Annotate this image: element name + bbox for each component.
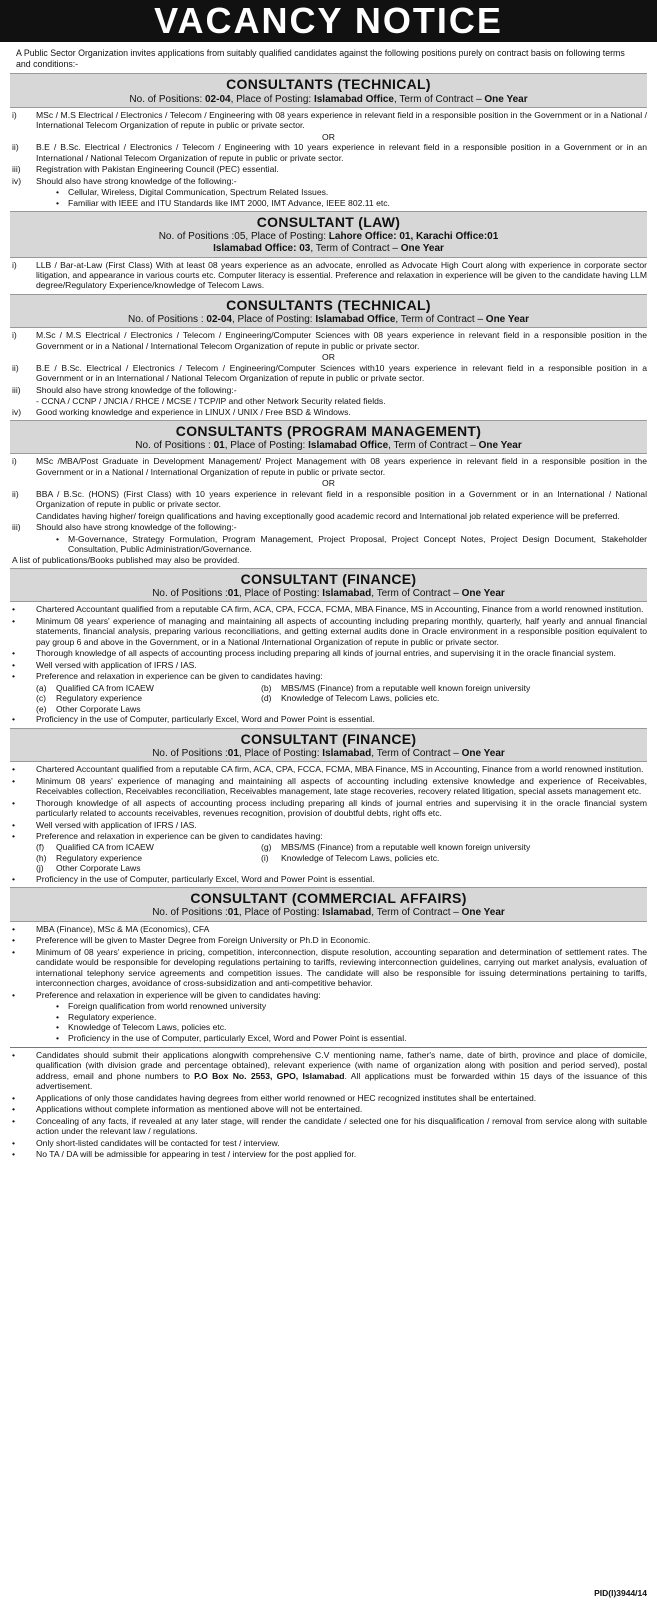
header-banner <box>0 0 657 42</box>
sub-bullet: • Foreign qualification from world renowned university <box>56 1001 267 1012</box>
section-subtitle: No. of Positions :05, Place of Posting: Lahore Office: 01, Karachi Office:01 <box>158 231 499 243</box>
section-subtitle-line2: Islamabad Office: 03, Term of Contract – One Year <box>213 243 444 255</box>
or-separator: OR <box>322 131 335 142</box>
list-item: ii) B.E / B.Sc. Electrical / Electronics / Telecom / Engineering with 10 years experience in relevant field in a responsible position in a Government or in an International / National Telecom Organization of repute in public or private sector. <box>12 142 647 163</box>
list-item: iii) Should also have strong knowledge of the following:- <box>12 522 237 533</box>
or-separator: OR <box>322 352 335 363</box>
intro-text: A Public Sector Organization invites applications from suitably qualified candidates against the following positions purely on contract basis on following terms and conditions:- <box>16 48 625 69</box>
bullet-item: • Preference and relaxation in experience will be given to candidates having: <box>12 989 321 1000</box>
section-header-finance-2 <box>10 728 647 762</box>
sub-bullet: • Regulatory experience. <box>56 1011 157 1022</box>
section-header-law <box>10 211 647 257</box>
sub-bullet: • Proficiency in the use of Computer, particularly Excel, Word and Power Point is essential. <box>56 1032 407 1043</box>
list-item-extra: Candidates having higher/ foreign qualifications and having exceptionally good academic record and International job related experience will be preferred. <box>36 510 620 521</box>
page-title: VACANCY NOTICE <box>154 0 503 42</box>
general-term: • Concealing of any facts, if revealed at any later stage, will render the candidate / selected one for his disqualification / removal from service along with suitable action under the relevant law / regulations. <box>12 1115 647 1137</box>
section-title: CONSULTANTS (TECHNICAL) <box>226 76 431 93</box>
section-subtitle: No. of Positions :01, Place of Posting: Islamabad, Term of Contract – One Year <box>152 907 505 919</box>
section-title: CONSULTANT (LAW) <box>256 214 401 231</box>
bullet-item: • Proficiency in the use of Computer, particularly Excel, Word and Power Point is essential. <box>12 873 375 884</box>
general-term: • Applications without complete information as mentioned above will not be entertained. <box>12 1104 363 1115</box>
list-item: ii) B.E / B.Sc. Electrical / Electronics / Telecom / Engineering/Computer Sciences with10 years experience in relevant field in a responsible position in a Government or in an International / National Telecom Organization of repute in public or private sector. <box>12 362 647 384</box>
list-item: i) MSc /MBA/Post Graduate in Development Management/ Project Management with 08 years experience in relevant field in a responsible position in the Government or in a National / International Organization of repute in public or private sector. <box>12 456 647 477</box>
bullet-item: • Thorough knowledge of all aspects of accounting process including preparing all kinds of journal entries, and supervising it in the oracle financial system. <box>12 648 616 659</box>
list-item: i) M.Sc / M.S Electrical / Electronics / Telecom / Engineering/Computer Sciences with 08 years experience in relevant field in a responsible position in the Government or in a National / International Telecom Organization of repute in public or private sector. <box>12 330 647 351</box>
list-item: iii) Registration with Pakistan Engineering Council (PEC) essential. <box>12 164 279 175</box>
section-header-technical-2 <box>10 294 647 328</box>
general-term: • Applications of only those candidates having degrees from either world renowned or HEC recognized institutes shall be entertained. <box>12 1092 537 1103</box>
bullet-item: • Thorough knowledge of all aspects of accounting process including preparing all kinds of journal entries and supervising it in the oracle financial system particularly related to accounts receivables, revenues recognition, provision of doubtful debts, right offs etc. <box>12 797 647 819</box>
general-term: • Candidates should submit their applications alongwith comprehensive C.V mentioning name, father's name, date of birth, province and place of domicile, qualification (with division grade and percentage obtained), relevant experience (with name of organization along with position and period served), postal address, email and phone numbers to P.O Box No. 2553, GPO, Islamabad. All applications must be forwarded within 15 days of the issuance of this advertisement. <box>12 1050 647 1092</box>
list-item: iv) Good working knowledge and experience in LINUX / UNIX / Free BSD & Windows. <box>12 406 351 417</box>
bullet-item: • Proficiency in the use of Computer, particularly Excel, Word and Power Point is essential. <box>12 714 375 725</box>
bullet-item: • Minimum of 08 years' experience in pricing, competition, interconnection, dispute resolution, accounting separation and determination of settlement rates. The candidate would be responsible for developing regulations pertaining to tariffs, reviewing interconnection guidelines, carrying out market analysis, evaluation of international telephony service agreements and competition issues. The candidate will also be responsible for issuing determinations pertaining to tariffs, interconnection charges, avoidance of cross-subsidization and anti-competitive behavior. <box>12 946 647 989</box>
bullet-item: • Minimum 08 years' experience of managing and maintaining all aspects of accounting including extensive knowledge and experience of Receivables, Receivables collection, Receivables reconciliation, Receivables management, late stage recoveries, recovery related litigation, special assets management etc. <box>12 775 647 797</box>
bullet-item: • Well versed with application of IFRS / IAS. <box>12 819 197 830</box>
note-text: A list of publications/Books published may also be provided. <box>12 554 240 565</box>
bullet-item: • Well versed with application of IFRS / IAS. <box>12 659 197 670</box>
sub-bullet: • Knowledge of Telecom Laws, policies etc. <box>56 1022 227 1033</box>
section-subtitle: No. of Positions : 01, Place of Posting: Islamabad Office, Term of Contract – One Year <box>135 440 522 452</box>
dash-line: - CCNA / CCNP / JNCIA / RHCE / MCSE / TCP/IP and other Network Security related fields. <box>36 396 386 407</box>
section-subtitle: No. of Positions :01, Place of Posting: Islamabad, Term of Contract – One Year <box>152 588 505 600</box>
section-subtitle: No. of Positions : 02-04, Place of Posting: Islamabad Office, Term of Contract – One Year <box>128 314 529 326</box>
sub-bullet: • Familiar with IEEE and ITU Standards like IMT 2000, IMT Advance, IEEE 802.11 etc. <box>56 197 390 208</box>
section-header-program-management <box>10 420 647 454</box>
section-title: CONSULTANTS (PROGRAM MANAGEMENT) <box>175 423 482 440</box>
list-item: i) MSc / M.S Electrical / Electronics / Telecom / Engineering with 08 years experience in relevant field in a responsible position in the Government or in a National / International Telecom Organization of repute in public or private sector. <box>12 109 647 131</box>
section-title: CONSULTANT (FINANCE) <box>240 730 417 747</box>
bullet-item: • Preference and relaxation in experience can be given to candidates having: <box>12 671 323 682</box>
list-item: iv) Should also have strong knowledge of the following:- <box>12 175 237 186</box>
sub-bullet: • Cellular, Wireless, Digital Communication, Spectrum Related Issues. <box>56 187 329 198</box>
or-separator: OR <box>322 478 335 489</box>
section-subtitle: No. of Positions :01, Place of Posting: Islamabad, Term of Contract – One Year <box>152 747 505 759</box>
bullet-item: • Preference will be given to Master Degree from Foreign University or Ph.D in Economic. <box>12 935 371 946</box>
section-title: CONSULTANT (FINANCE) <box>240 571 417 588</box>
preference-grid: (a) Qualified CA from ICAEW (b) MBS/MS (Finance) from a reputable well known foreign university (c) Regulatory experience (d) Knowledge of Telecom Laws, policies etc. (e) Other Corporate Laws <box>36 682 531 714</box>
list-item: ii) BBA / B.Sc. (HONS) (First Class) with 10 years experience in relevant field in a responsible position in a Government or in an International / National Organization of repute in public or private sector. <box>12 488 647 510</box>
general-term: • No TA / DA will be admissible for appearing in test / interview for the post applied for. <box>12 1149 357 1160</box>
section-header-technical-1 <box>10 73 647 107</box>
preference-grid: (f) Qualified CA from ICAEW (g) MBS/MS (Finance) from a reputable well known foreign university (h) Regulatory experience (i) Knowledge of Telecom Laws, policies etc. (j) Other Corporate Laws <box>36 842 531 874</box>
divider <box>10 1047 647 1048</box>
section-title: CONSULTANT (COMMERCIAL AFFAIRS) <box>190 890 467 907</box>
section-title: CONSULTANTS (TECHNICAL) <box>226 296 431 313</box>
section-header-commercial-affairs <box>10 887 647 921</box>
general-term: • Only short-listed candidates will be contacted for test / interview. <box>12 1137 280 1148</box>
section-subtitle: No. of Positions: 02-04, Place of Posting: Islamabad Office, Term of Contract – One Year <box>129 93 528 105</box>
list-item: i) LLB / Bar-at-Law (First Class) With at least 08 years experience as an advocate, enrolled as Advocate High Court along with experience in corporate sector litigation, and appearance in various courts etc. Computer literacy is essential. Preference and relaxation in experience will be given to the candidate having LLM degree/Regulatory Experience/knowledge of Telecom Laws. <box>12 259 647 291</box>
bullet-item: • Chartered Accountant qualified from a reputable CA firm, ACA, CPA, FCCA, FCMA, MBA Finance, MS in Accounting, Finance from a world renowned institution. <box>12 764 644 775</box>
pid-code: PID(I)3944/14 <box>594 1587 647 1598</box>
bullet-item: • Minimum 08 years' experience of managing and maintaining all aspects of accounting including preparing monthly, quarterly, half yearly and annual financial statements, financial analysis, preparing various reconciliations, and getting external audits done in Oracle environment in a responsible position equivalent to pay group 6 and above in the Government, or in a National /International Organization of repute in public or private sector. <box>12 615 647 647</box>
bullet-item: • MBA (Finance), MSc & MA (Economics), CFA <box>12 923 210 934</box>
bullet-item: • Preference and relaxation in experience can be given to candidates having: <box>12 830 323 841</box>
list-item: iii) Should also have strong knowledge of the following:- <box>12 384 237 395</box>
sub-bullet: • M-Governance, Strategy Formulation, Program Management, Project Proposal, Project Concept Notes, Project Design Document, Stakeholder Consultation, Public Administration/Governance. <box>56 533 647 555</box>
section-header-finance-1 <box>10 568 647 602</box>
bullet-item: • Chartered Accountant qualified from a reputable CA firm, ACA, CPA, FCCA, FCMA, MBA Finance, MS in Accounting, Finance from a world renowned institution. <box>12 604 644 615</box>
